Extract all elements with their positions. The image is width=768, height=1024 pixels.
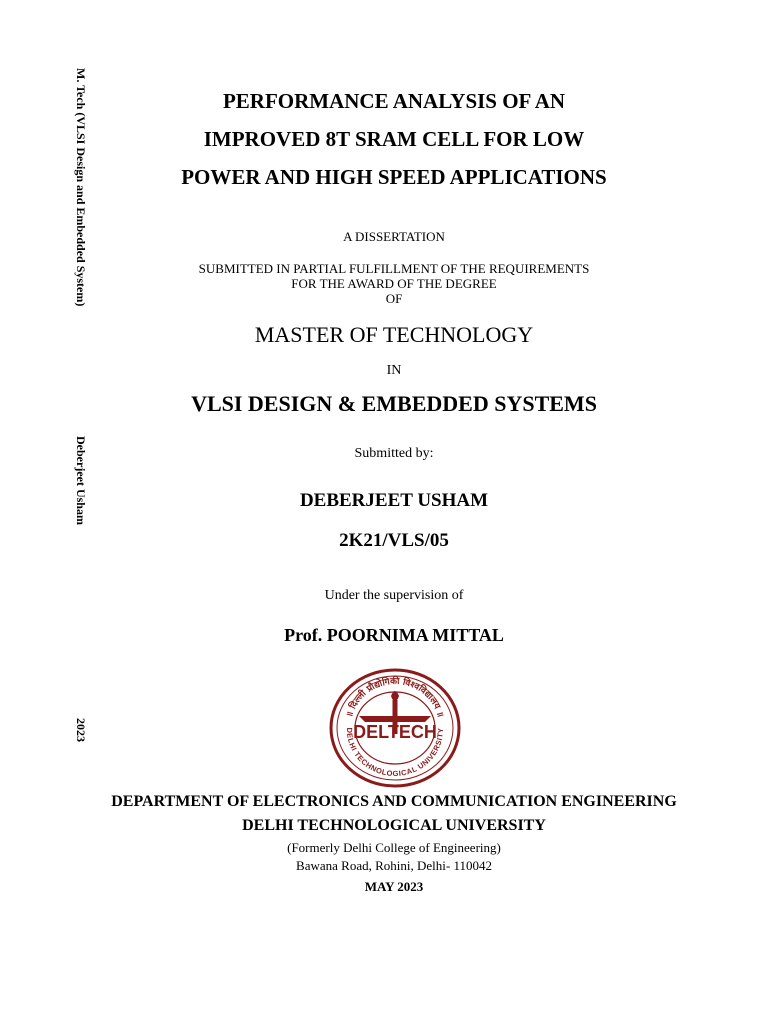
submission-date: MAY 2023 — [364, 879, 424, 894]
thesis-title — [90, 82, 698, 196]
author-name: DEBERJEET USHAM — [299, 490, 489, 511]
requirement-line: SUBMITTED IN PARTIAL FULFILLMENT OF THE REQUIREMENTS — [198, 261, 590, 276]
requirement-line: OF — [385, 291, 403, 306]
svg-text:॥ दिल्ली प्रौद्योगिकी विश्वविद: ॥ दिल्ली प्रौद्योगिकी विश्वविद्यालय ॥ — [345, 676, 445, 719]
title-line: POWER AND HIGH SPEED APPLICATIONS — [181, 165, 607, 189]
university-name: DELHI TECHNOLOGICAL UNIVERSITY — [242, 817, 546, 834]
university-address: Bawana Road, Rohini, Delhi- 110042 — [296, 858, 492, 873]
degree-name: MASTER OF TECHNOLOGY — [254, 322, 534, 347]
title-line: IMPROVED 8T SRAM CELL FOR LOW — [203, 127, 585, 151]
requirement-line: FOR THE AWARD OF THE DEGREE — [291, 276, 497, 291]
requirements-statement — [90, 261, 698, 306]
spine-degree: M. Tech (VLSI Design and Embedded System) — [74, 68, 88, 307]
spine-year: 2023 — [74, 718, 88, 742]
seal-brand-text: DELTECH — [353, 722, 437, 742]
seal-ring-text: DELHI TECHNOLOGICAL UNIVERSITY — [344, 727, 446, 779]
submitted-by-label: Submitted by: — [354, 446, 434, 461]
supervision-label: Under the supervision of — [324, 588, 464, 603]
supervisor-name: Prof. POORNIMA MITTAL — [284, 625, 504, 645]
department-name: DEPARTMENT OF ELECTRONICS AND COMMUNICATION ENGINEERING — [111, 793, 677, 810]
university-seal-icon — [329, 668, 461, 788]
document-type: A DISSERTATION — [343, 229, 445, 244]
roll-number: 2K21/VLS/05 — [339, 530, 449, 551]
in-word: IN — [386, 363, 402, 378]
former-name: (Formerly Delhi College of Engineering) — [287, 840, 501, 855]
spine-author: Deberjeet Usham — [74, 436, 88, 525]
program-name: VLSI DESIGN & EMBEDDED SYSTEMS — [191, 391, 597, 416]
title-line: PERFORMANCE ANALYSIS OF AN — [222, 89, 566, 113]
